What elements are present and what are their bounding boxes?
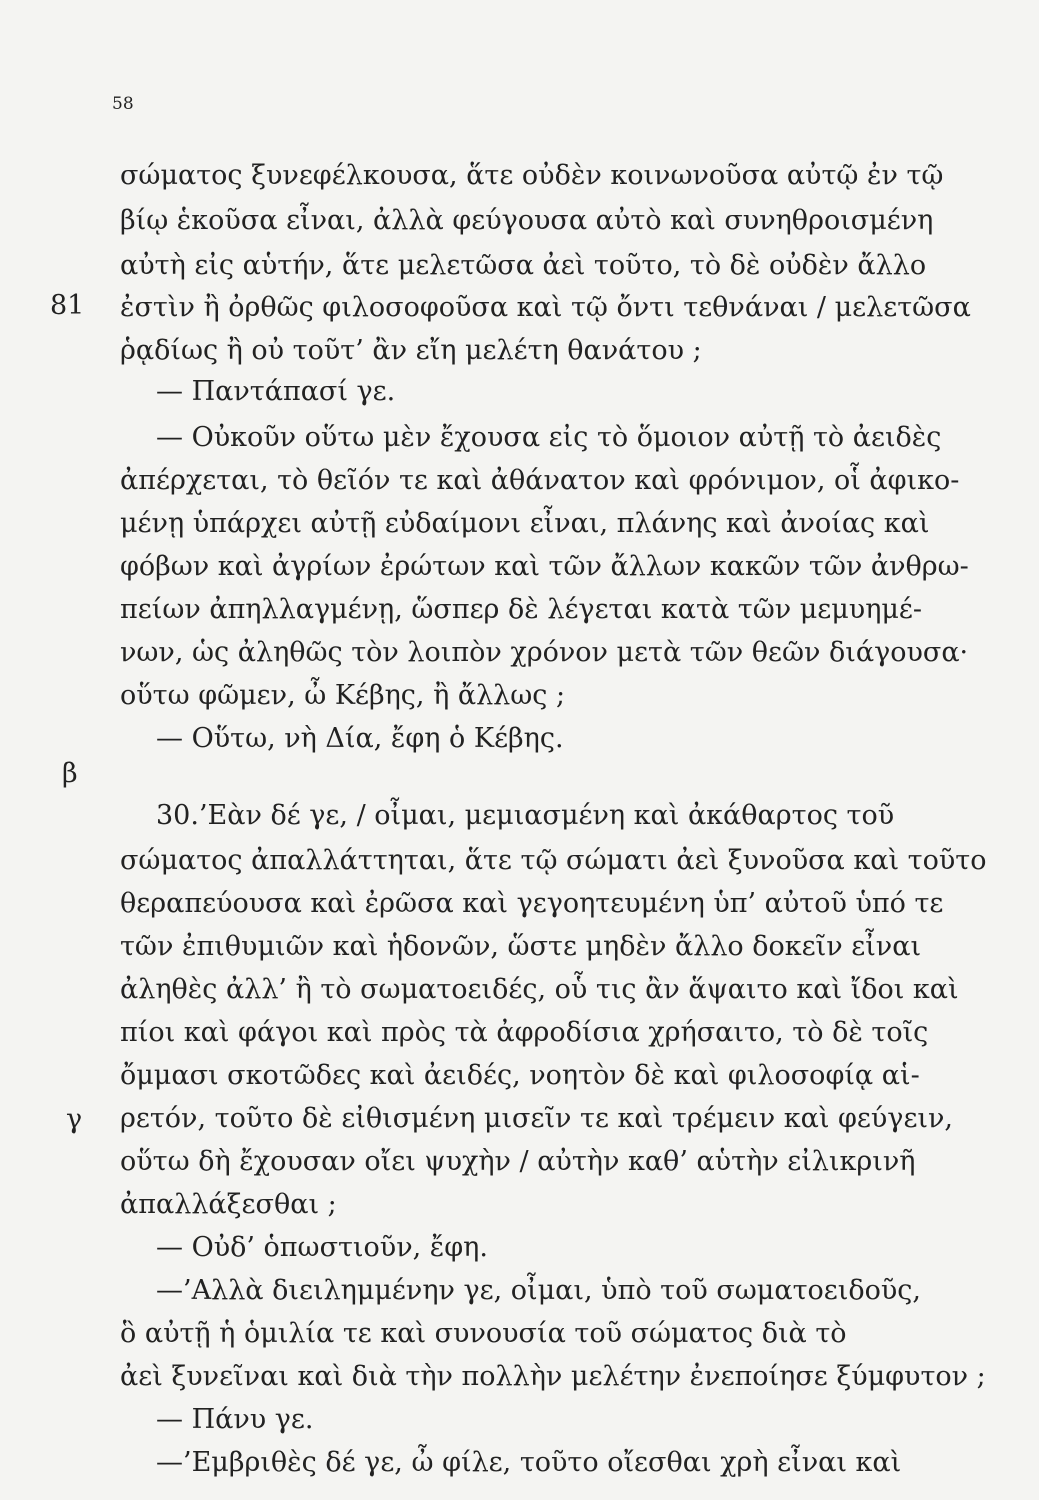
margin-section-b: β [62, 758, 78, 789]
text-line: τῶν ἐπιθυμιῶν καὶ ἡδονῶν, ὥστε μηδὲν ἄλλο δοκεῖν εἶναι [120, 931, 922, 962]
text-line: βίῳ ἑκοῦσα εἶναι, ἀλλὰ φεύγουσα αὐτὸ καὶ συνηθροισμένη [120, 205, 934, 236]
text-line: ὃ αὐτῇ ἡ ὁμιλία τε καὶ συνουσία τοῦ σώματος διὰ τὸ [120, 1318, 847, 1349]
text-line: σώματος ἀπαλλάττηται, ἅτε τῷ σώματι ἀεὶ ξυνοῦσα καὶ τοῦτο [120, 845, 987, 876]
text-line: ἀεὶ ξυνεῖναι καὶ διὰ τὴν πολλὴν μελέτην ἐνεποίησε ξύμφυτον ; [120, 1361, 986, 1392]
text-line: μένῃ ὑπάρχει αὐτῇ εὐδαίμονι εἶναι, πλάνης καὶ ἀνοίας καὶ [120, 508, 930, 539]
text-line: ῥᾳδίως ἢ οὐ τοῦτ’ ἂν εἴη μελέτη θανάτου ; [120, 335, 702, 366]
text-line: σώματος ξυνεφέλκουσα, ἅτε οὐδὲν κοινωνοῦσα αὐτῷ ἐν τῷ [120, 160, 944, 191]
text-line: — Πάνυ γε. [156, 1404, 314, 1435]
margin-section-c: γ [66, 1104, 83, 1135]
text-line: —’Αλλὰ διειλημμένην γε, οἶμαι, ὑπὸ τοῦ σωματοειδοῦς, [156, 1275, 921, 1306]
text-line: ἀπαλλάξεσθαι ; [120, 1189, 337, 1220]
text-line: —’Εμβριθὲς δέ γε, ὦ φίλε, τοῦτο οἴεσθαι χρὴ εἶναι καὶ [156, 1447, 902, 1478]
text-line: αὐτὴ εἰς αὑτήν, ἅτε μελετῶσα ἀεὶ τοῦτο, τὸ δὲ οὐδὲν ἄλλο [120, 250, 927, 281]
text-line: ἐστὶν ἢ ὀρθῶς φιλοσοφοῦσα καὶ τῷ ὄντι τεθνάναι / μελετῶσα [120, 292, 971, 323]
text-line: οὕτω φῶμεν, ὦ Κέβης, ἢ ἄλλως ; [120, 680, 566, 711]
text-line: — Οὐδ’ ὁπωστιοῦν, ἔφη. [156, 1232, 488, 1263]
text-line: πίοι καὶ φάγοι καὶ πρὸς τὰ ἀφροδίσια χρήσαιτο, τὸ δὲ τοῖς [120, 1017, 929, 1048]
text-line: — Οὕτω, νὴ Δία, ἔφη ὁ Κέβης. [156, 723, 564, 754]
text-line: ἀπέρχεται, τὸ θεῖόν τε καὶ ἀθάνατον καὶ φρόνιμον, οἷ ἀφικο- [120, 465, 960, 496]
text-line: ρετόν, τοῦτο δὲ εἰθισμένη μισεῖν τε καὶ τρέμειν καὶ φεύγειν, [120, 1103, 954, 1134]
text-line: ὄμμασι σκοτῶδες καὶ ἀειδές, νοητὸν δὲ καὶ φιλοσοφίᾳ αἱ- [120, 1060, 920, 1091]
text-line: νων, ὡς ἀληθῶς τὸν λοιπὸν χρόνον μετὰ τῶν θεῶν διάγουσα· [120, 637, 969, 668]
text-line: πείων ἀπηλλαγμένῃ, ὥσπερ δὲ λέγεται κατὰ τῶν μεμυημέ- [120, 594, 923, 625]
text-line: ἀληθὲς ἀλλ’ ἢ τὸ σωματοειδές, οὗ τις ἂν ἅψαιτο καὶ ἴδοι καὶ [120, 974, 959, 1005]
text-line: οὕτω δὴ ἔχουσαν οἴει ψυχὴν / αὐτὴν καθ’ αὑτὴν εἰλικρινῆ [120, 1146, 916, 1177]
text-line: θεραπεύουσα καὶ ἐρῶσα καὶ γεγοητευμένη ὑπ’ αὐτοῦ ὑπό τε [120, 888, 944, 919]
page-number: 58 [112, 94, 134, 114]
text-line: — Παντάπασί γε. [156, 376, 396, 407]
text-line: 30.’Εὰν δέ γε, / οἶμαι, μεμιασμένη καὶ ἀκάθαρτος τοῦ [156, 800, 895, 831]
text-line: φόβων καὶ ἀγρίων ἐρώτων καὶ τῶν ἄλλων κακῶν τῶν ἀνθρω- [120, 551, 969, 582]
text-line: — Οὐκοῦν οὕτω μὲν ἔχουσα εἰς τὸ ὅμοιον αὐτῇ τὸ ἀειδὲς [156, 422, 942, 453]
margin-stephanus-81: 81 [50, 290, 85, 321]
